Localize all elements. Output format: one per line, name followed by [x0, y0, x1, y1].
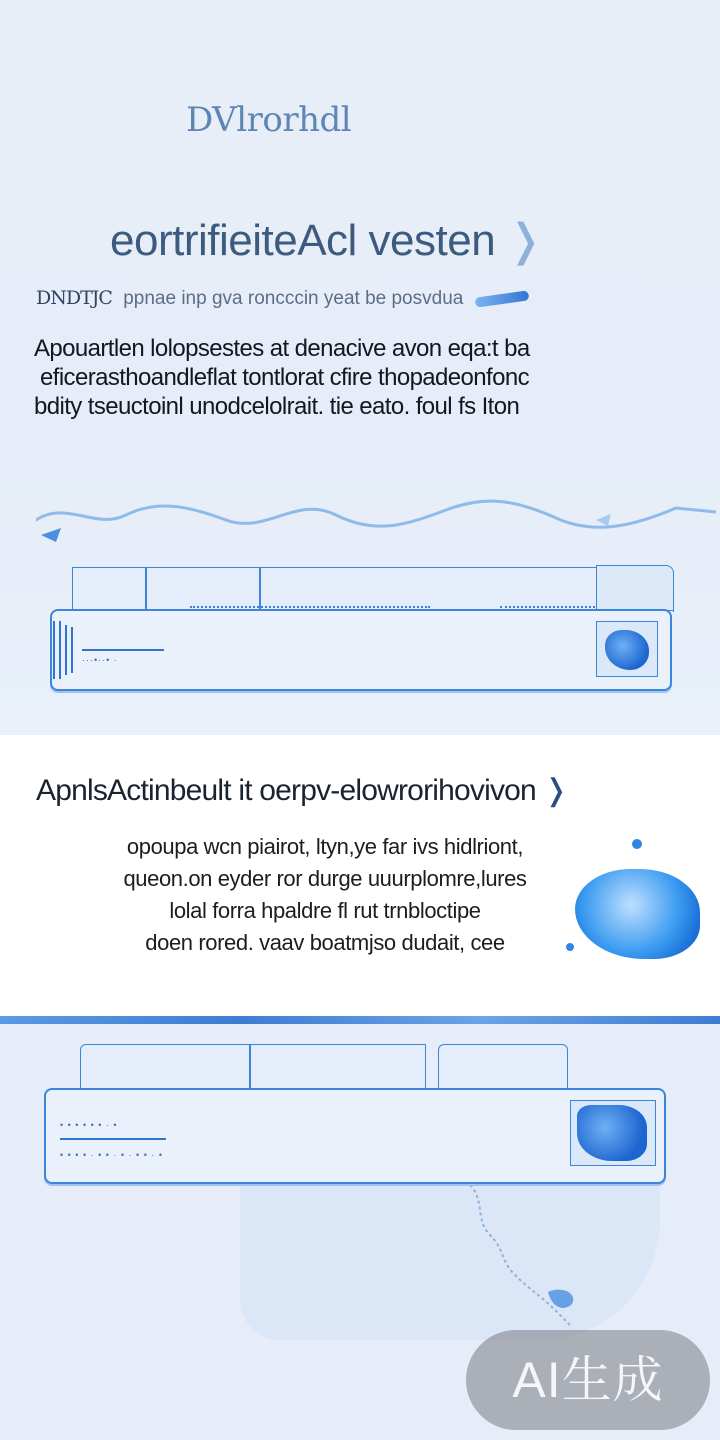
- hero-subtitle-text: ppnae inp gva roncccin yeat be posvdua: [123, 288, 464, 309]
- feature-body-line: lolal forra hpaldre fl rut trnbloctipe: [169, 898, 481, 923]
- stack-edge-icon: [50, 617, 78, 683]
- card-tab[interactable]: [438, 1044, 568, 1089]
- map-blob-icon: [577, 1105, 647, 1161]
- card-caption: • • • • • • · •: [60, 1120, 118, 1130]
- map-blob-icon: [605, 630, 649, 670]
- hero-tag: DNDTJC: [36, 287, 112, 309]
- card-divider: [190, 606, 430, 608]
- section-divider: [0, 1016, 720, 1024]
- feature-body-line: queon.on eyder ror durge uuurplomre,lures: [123, 866, 527, 891]
- hero-title-text: eortrifieiteAcl vesten: [110, 216, 496, 265]
- card-line: [60, 1138, 166, 1140]
- hero-body-line: Apouartlen lolopsestes at denacive avon eqa:t ba: [34, 335, 530, 362]
- card-caption: • • • • · • • · • · • • · •: [60, 1150, 164, 1160]
- brand-title: DVlrorhdl: [186, 100, 352, 140]
- bottom-card[interactable]: [44, 1088, 666, 1184]
- hero-body-line: bdity tseuctoinl unodcelolrait. tie eato. foul fs Iton: [34, 393, 520, 420]
- card-tab-corner[interactable]: [596, 565, 674, 611]
- feature-body-line: doen rored. vaav boatmjso dudait, cee: [145, 930, 505, 955]
- card-caption: ···•··• ·: [82, 655, 118, 665]
- coastline-icon: [460, 1180, 580, 1330]
- card-tab[interactable]: [80, 1044, 250, 1089]
- card-divider: [500, 606, 595, 608]
- brush-stroke-icon: [474, 290, 529, 307]
- card-tab[interactable]: [250, 1044, 426, 1089]
- hero-body-line: eficerasthoandleflat tontlorat cfire thopadeonfonc: [40, 364, 530, 391]
- top-card[interactable]: [50, 609, 672, 691]
- feature-title[interactable]: [36, 773, 568, 808]
- card-thumbnail[interactable]: [570, 1100, 656, 1166]
- feature-body: [30, 831, 620, 959]
- dot-icon: [632, 839, 642, 849]
- feature-title-text: ApnlsActinbeult it oerpv-elowrorihovivon: [36, 774, 536, 807]
- wave-divider-icon: [36, 490, 716, 550]
- chevron-right-icon: ❭: [506, 216, 544, 265]
- feature-section: [0, 735, 720, 1020]
- hero-title[interactable]: [110, 215, 543, 266]
- feature-body-line: opoupa wcn piairot, ltyn,ye far ivs hidlriont,: [126, 834, 524, 859]
- chevron-right-icon: ❭: [543, 774, 568, 807]
- ai-generated-badge: AI生成: [466, 1330, 710, 1430]
- bottom-card-tabs: [80, 1044, 426, 1089]
- hero-body: [34, 334, 694, 421]
- card-tab[interactable]: [72, 567, 146, 612]
- map-illustration-icon: [240, 1170, 660, 1340]
- dot-icon: [566, 943, 574, 951]
- card-thumbnail[interactable]: [596, 621, 658, 677]
- hero-subtitle: [36, 287, 529, 310]
- card-line: [82, 649, 164, 651]
